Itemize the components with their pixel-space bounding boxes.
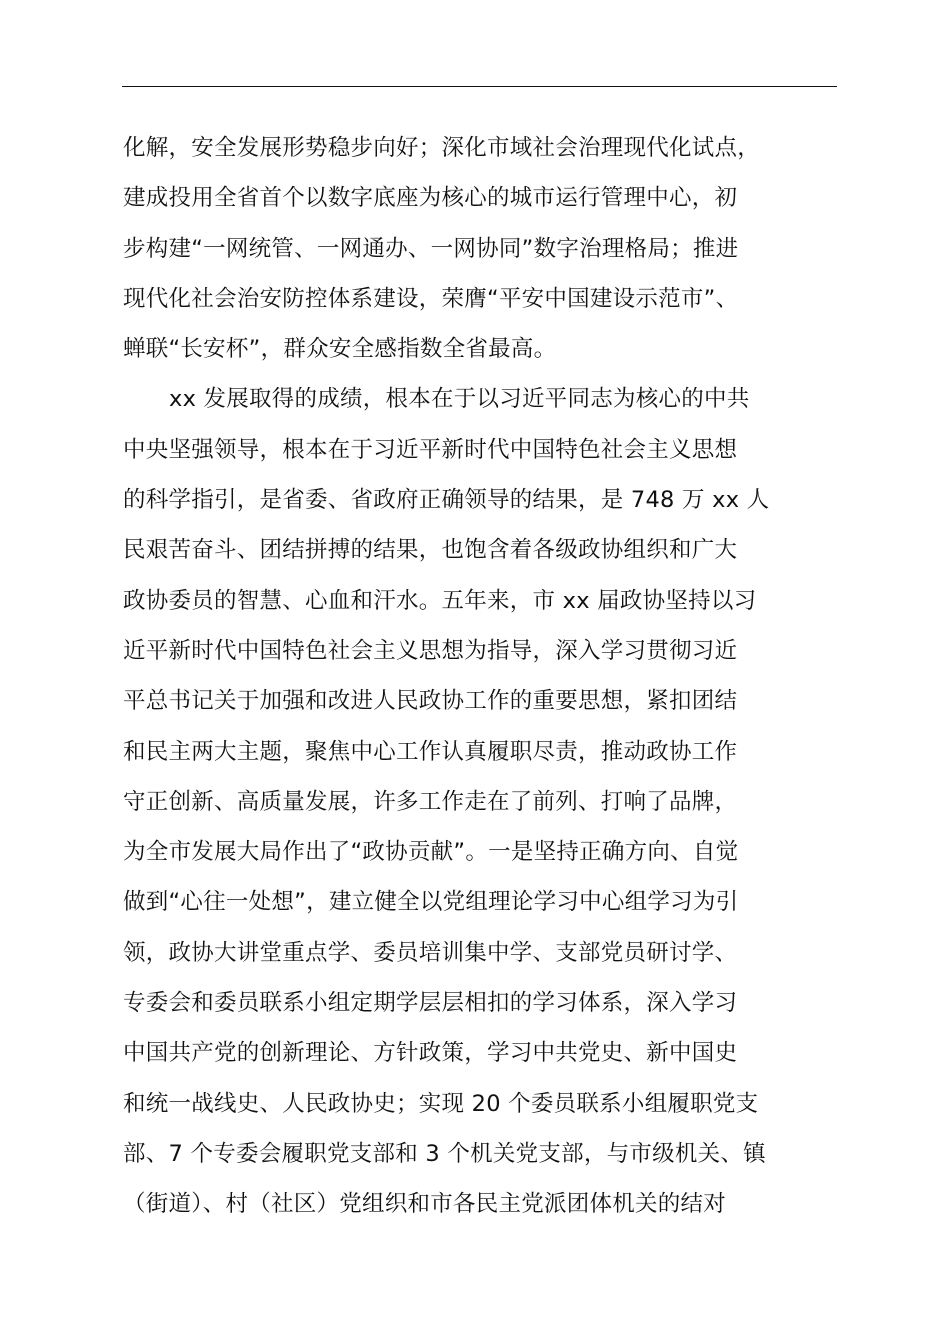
text-line: 为全市发展大局作出了“政协贡献”。一是坚持正确方向、自觉 [123, 839, 739, 866]
text-line: 中国共产党的创新理论、方针政策，学习中共党史、新中国史 [123, 1040, 738, 1067]
text-line: 部、7 个专委会履职党支部和 3 个机关党支部，与市级机关、镇 [123, 1140, 766, 1167]
text-line: 平总书记关于加强和改进人民政协工作的重要思想，紧扣团结 [123, 688, 738, 715]
text-line: 和统一战线史、人民政协史；实现 20 个委员联系小组履职党支 [123, 1090, 759, 1117]
text-line: 做到“心往一处想”，建立健全以党组理论学习中心组学习为引 [123, 889, 739, 916]
text-line: 专委会和委员联系小组定期学层层相扣的学习体系，深入学习 [123, 990, 738, 1017]
text-line: 政协委员的智慧、心血和汗水。五年来，市 xx 届政协坚持以习 [123, 587, 757, 614]
header-rule [122, 86, 837, 87]
paragraph-start-line: xx 发展取得的成绩，根本在于以习近平同志为核心的中共 [169, 386, 750, 413]
text-line: 中央坚强领导，根本在于习近平新时代中国特色社会主义思想 [123, 436, 738, 463]
text-line: 和民主两大主题，聚焦中心工作认真履职尽责，推动政协工作 [123, 738, 738, 765]
text-line: 蝉联“长安杯”，群众安全感指数全省最高。 [123, 336, 557, 363]
body-text [123, 123, 883, 1230]
text-line: 领，政协大讲堂重点学、委员培训集中学、支部党员研讨学、 [123, 939, 738, 966]
text-line: 近平新时代中国特色社会主义思想为指导，深入学习贯彻习近 [123, 637, 738, 664]
text-line: 现代化社会治安防控体系建设，荣膺“平安中国建设示范市”、 [123, 285, 739, 312]
text-line: 的科学指引，是省委、省政府正确领导的结果，是 748 万 xx 人 [123, 487, 770, 514]
text-line: 步构建“一网统管、一网通办、一网协同”数字治理格局；推进 [123, 235, 739, 262]
text-line: 民艰苦奋斗、团结拼搏的结果，也饱含着各级政协组织和广大 [123, 537, 738, 564]
text-line: 守正创新、高质量发展，许多工作走在了前列、打响了品牌， [123, 788, 738, 815]
text-line: （街道）、村（社区）党组织和市各民主党派团体机关的结对 [123, 1191, 727, 1218]
text-line: 化解，安全发展形势稳步向好；深化市域社会治理现代化试点， [123, 135, 761, 161]
text-line: 建成投用全省首个以数字底座为核心的城市运行管理中心，初 [123, 185, 738, 212]
